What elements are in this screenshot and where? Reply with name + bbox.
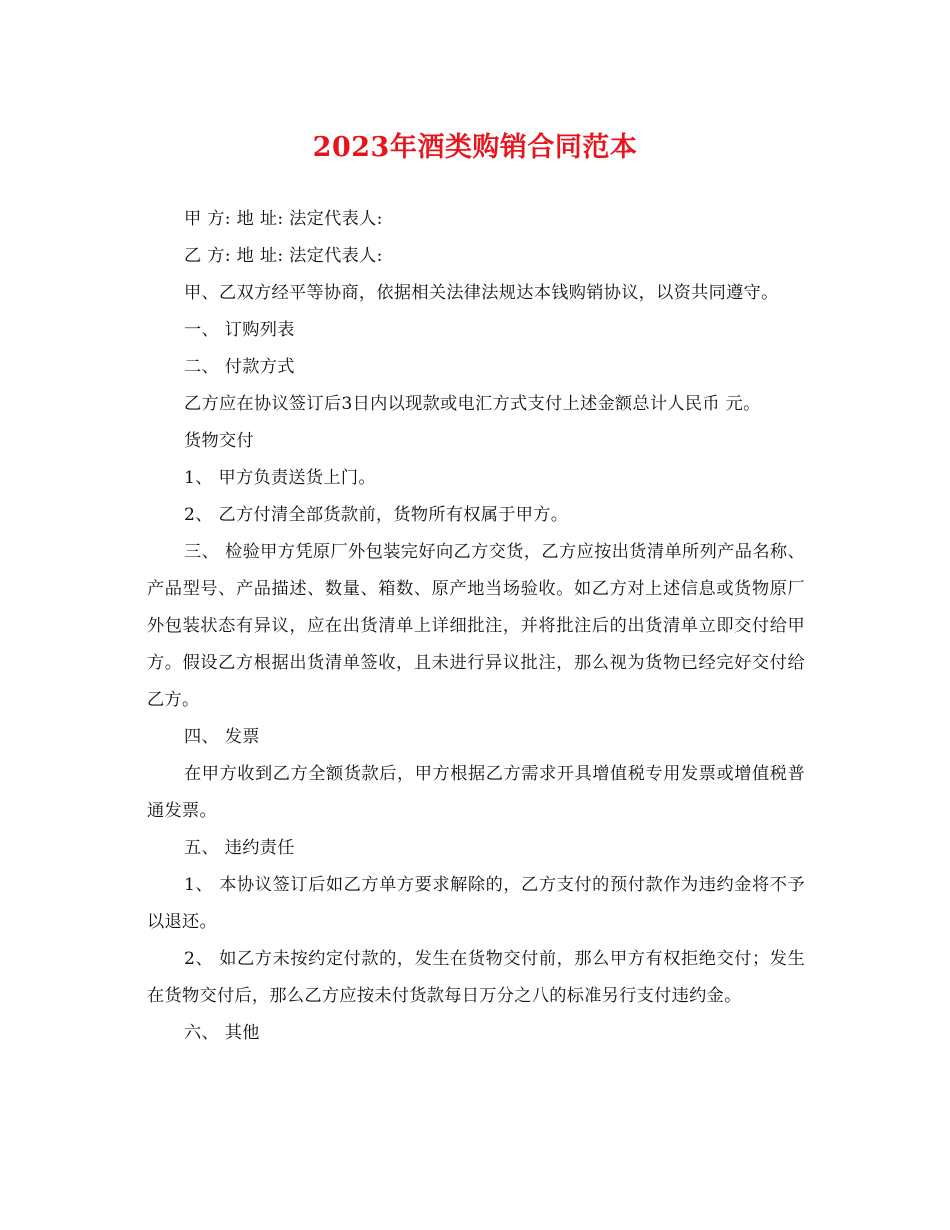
delivery-heading: 货物交付 bbox=[184, 431, 254, 451]
party-a-line: 甲 方: 地 址: 法定代表人: bbox=[184, 209, 383, 229]
section-6-heading: 六、 其他 bbox=[184, 1023, 260, 1043]
section-5-heading: 五、 违约责任 bbox=[184, 838, 295, 858]
section-2-heading: 二、 付款方式 bbox=[184, 357, 295, 377]
party-b-line: 乙 方: 地 址: 法定代表人: bbox=[184, 246, 383, 266]
delivery-item-2: 2、 乙方付清全部货款前，货物所有权属于甲方。 bbox=[184, 505, 569, 525]
delivery-item-1: 1、 甲方负责送货上门。 bbox=[184, 468, 376, 488]
payment-paragraph: 乙方应在协议签订后3日内以现款或电汇方式支付上述金额总计人民币 元。 bbox=[184, 394, 761, 414]
document-body bbox=[147, 201, 805, 1052]
section-1-heading: 一、 订购列表 bbox=[184, 320, 295, 340]
section-4-heading: 四、 发票 bbox=[184, 727, 260, 747]
liability-item-1: 1、 本协议签订后如乙方单方要求解除的，乙方支付的预付款作为违约金将不予以退还。 bbox=[147, 875, 805, 932]
document-title: 2023年酒类购销合同范本 bbox=[312, 132, 638, 163]
preamble-paragraph: 甲、乙双方经平等协商，依据相关法律法规达本钱购销协议，以资共同遵守。 bbox=[184, 283, 779, 303]
liability-item-2: 2、 如乙方未按约定付款的，发生在货物交付前，那么甲方有权拒绝交付；发生在货物交付后，那么乙方应按未付货款每日万分之八的标准另行支付违约金。 bbox=[147, 949, 805, 1006]
section-3-paragraph: 三、 检验甲方凭原厂外包装完好向乙方交货，乙方应按出货清单所列产品名称、产品型号、产品描述、数量、箱数、原产地当场验收。如乙方对上述信息或货物原厂外包装状态有异议，应在出货清单上详细批注，并将批注后的出货清单立即交付给甲方。假设乙方根据出货清单签收，且未进行异议批注，那么视为货物已经完好交付给乙方。 bbox=[147, 542, 805, 710]
invoice-paragraph: 在甲方收到乙方全额货款后，甲方根据乙方需求开具增值税专用发票或增值税普通发票。 bbox=[147, 764, 805, 821]
